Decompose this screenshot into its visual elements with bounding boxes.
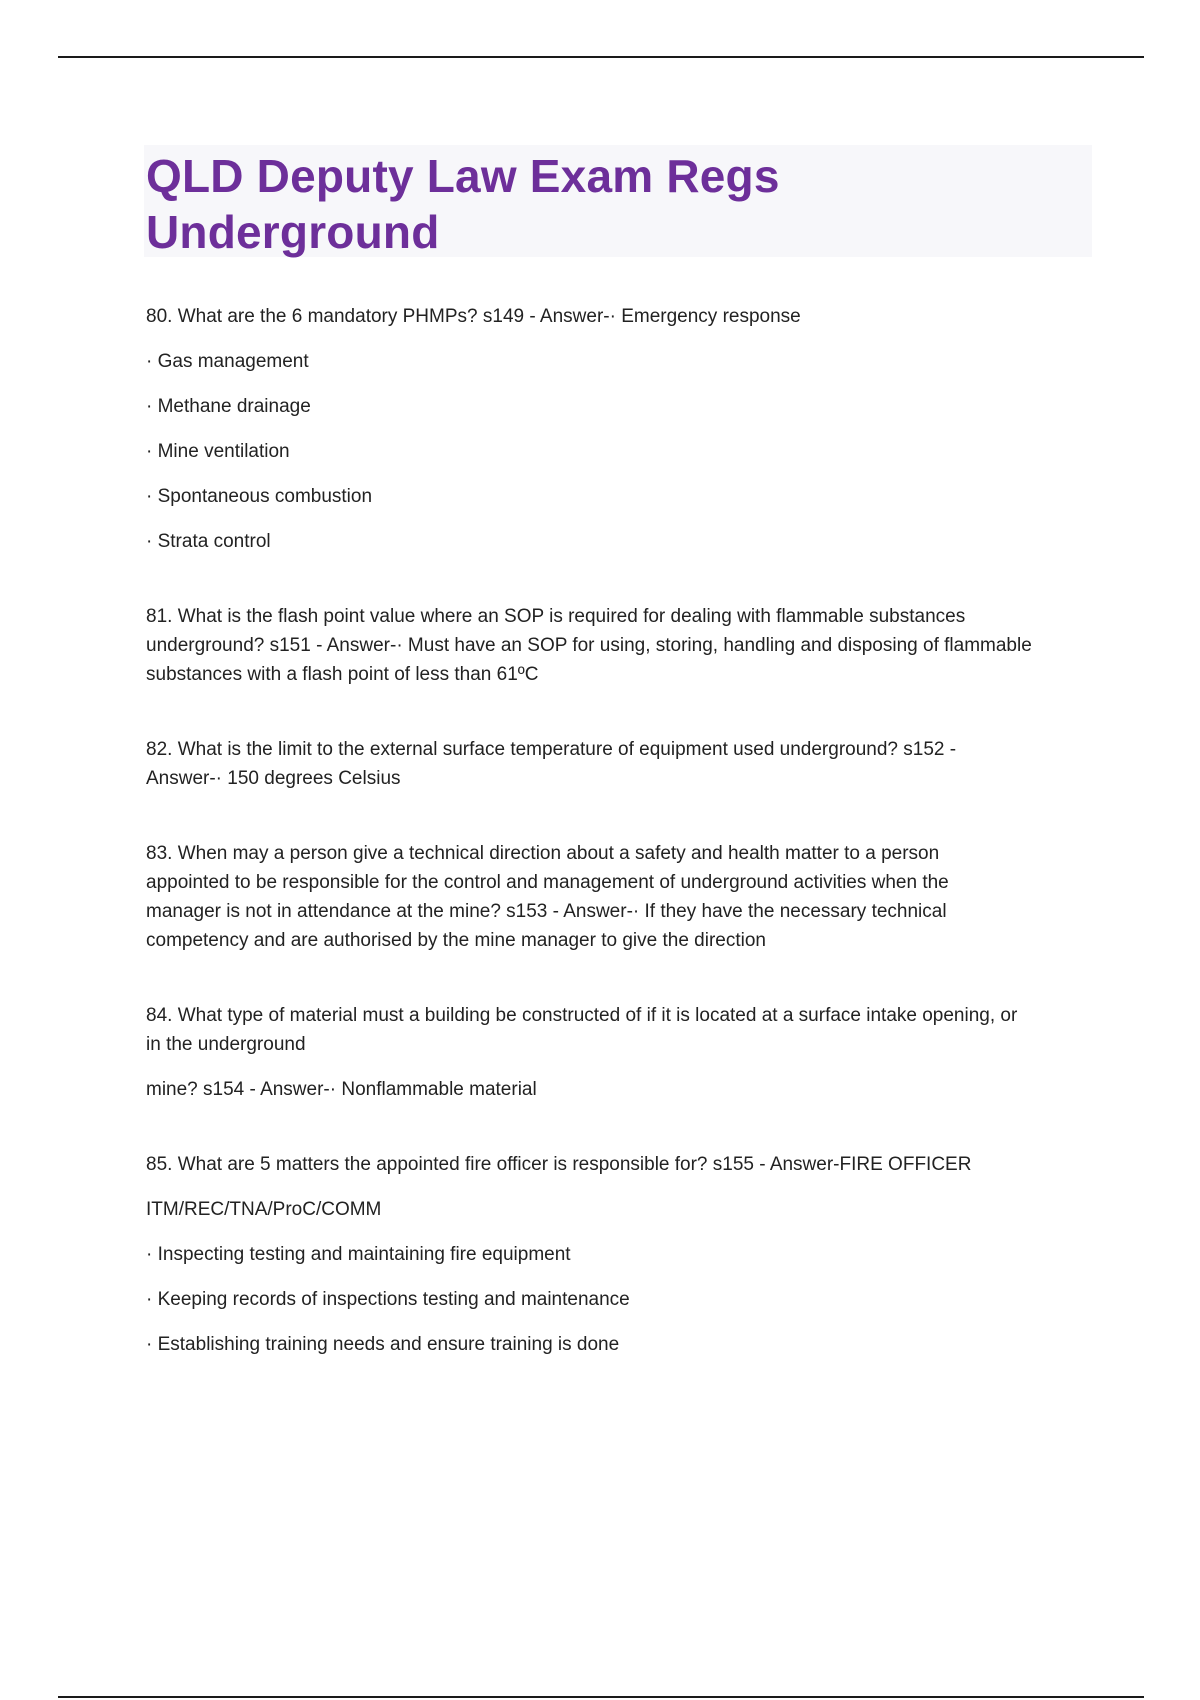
page-title: [146, 148, 780, 260]
answer-mnemonic: ITM/REC/TNA/ProC/COMM: [146, 1199, 382, 1220]
question-line: 81. What is the flash point value where an SOP is required for dealing with flammable substances: [146, 606, 966, 627]
question-line: underground? s151 - Answer-· Must have an SOP for using, storing, handling and disposing of flammable: [146, 635, 1032, 656]
title-line-1: QLD Deputy Law Exam Regs: [146, 150, 780, 202]
question-line: in the underground: [146, 1034, 306, 1055]
answer-item: · Methane drainage: [146, 396, 311, 417]
answer-item: · Inspecting testing and maintaining fire equipment: [146, 1244, 571, 1265]
question-line: substances with a flash point of less than 61ºC: [146, 664, 539, 685]
question-text: 85. What are 5 matters the appointed fire officer is responsible for? s155 - Answer-FIRE OFFICER: [146, 1154, 972, 1175]
question-line: appointed to be responsible for the control and management of underground activities when the: [146, 872, 949, 893]
title-line-2: Underground: [146, 206, 440, 258]
footer-rule: [58, 1696, 1144, 1698]
question-84: [146, 1001, 1096, 1104]
question-line: 84. What type of material must a building be constructed of if it is located at a surface intake opening, or: [146, 1005, 1018, 1026]
header-rule: [58, 56, 1144, 58]
question-continuation: mine? s154 - Answer-· Nonflammable material: [146, 1079, 537, 1100]
question-line: competency and are authorised by the mine manager to give the direction: [146, 930, 766, 951]
question-83: [146, 839, 1096, 955]
question-line: 82. What is the limit to the external surface temperature of equipment used underground? s152 -: [146, 739, 957, 760]
question-82: [146, 735, 1096, 793]
question-line: Answer-· 150 degrees Celsius: [146, 768, 401, 789]
answer-item: · Mine ventilation: [146, 441, 290, 462]
answer-item: · Establishing training needs and ensure training is done: [146, 1334, 620, 1355]
answer-item: · Spontaneous combustion: [146, 486, 373, 507]
question-list: [146, 302, 1096, 1359]
question-text: 80. What are the 6 mandatory PHMPs? s149 - Answer-· Emergency response: [146, 306, 801, 327]
answer-item: · Strata control: [146, 531, 271, 552]
question-85: [146, 1150, 1096, 1359]
question-line: 83. When may a person give a technical direction about a safety and health matter to a person: [146, 843, 940, 864]
answer-item: · Keeping records of inspections testing and maintenance: [146, 1289, 630, 1310]
question-line: manager is not in attendance at the mine? s153 - Answer-· If they have the necessary technical: [146, 901, 947, 922]
question-80: [146, 302, 1096, 556]
question-81: [146, 602, 1096, 689]
answer-item: · Gas management: [146, 351, 309, 372]
